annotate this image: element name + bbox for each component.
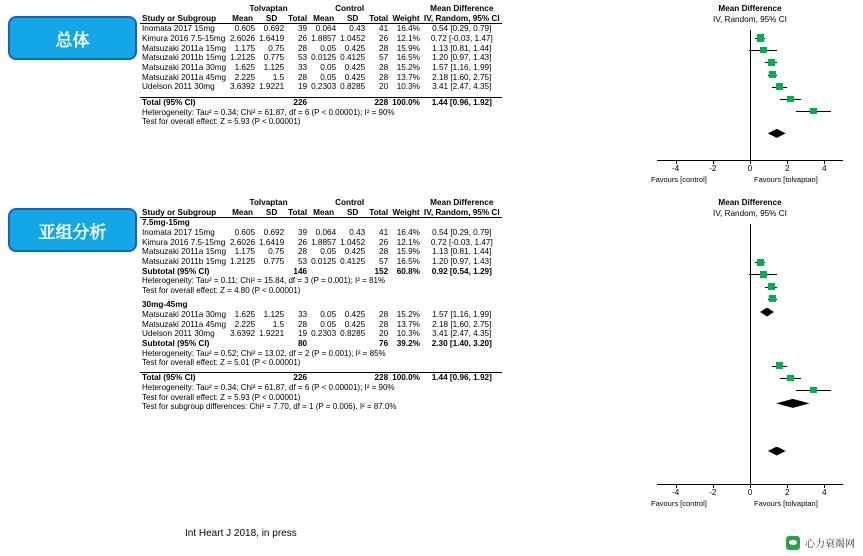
cell-md: 1.13 [0.81, 1.44] (432, 43, 492, 53)
note-text: Heterogeneity: Tau² = 0.34; Chi² = 61.87, df = 6 (P < 0.00001); I² = 90% (142, 107, 395, 117)
group-header-row (140, 4, 502, 14)
wechat-brand-label: 心力衰竭网 (805, 539, 855, 550)
cell-md: 2.18 [1.60, 2.75] (432, 319, 492, 329)
subgroup-label: 30mg-45mg (142, 300, 188, 310)
cell-c-mean: 0.0125 (311, 257, 337, 267)
cell-t-total: 28 (297, 72, 308, 82)
cell-t-mean: 1.175 (234, 247, 256, 257)
effect-marker (757, 34, 764, 41)
graph-title: Mean Difference (718, 198, 782, 207)
table-row (140, 73, 502, 83)
column-header-row (140, 208, 502, 218)
figure-caption: Int Heart J 2018, in press (185, 528, 297, 539)
cell-t-mean: 1.625 (234, 309, 256, 319)
cell-md: 2.18 [1.60, 2.75] (432, 72, 492, 82)
summary-diamond (776, 399, 809, 408)
cell-study: Kimura 2016 7.5-15mg (142, 237, 226, 247)
cell-weight: 16.5% (396, 53, 420, 63)
x-tick-label: -2 (709, 164, 717, 173)
col-t-total: Total (288, 207, 308, 217)
cell (228, 373, 257, 383)
group-header-row (140, 198, 502, 208)
cell-md: 1.57 [1.16, 1.99] (432, 63, 492, 73)
cell-weight: 13.7% (396, 319, 420, 329)
graph-subtitle: IV, Random, 95% CI (713, 209, 787, 218)
cell-total-md: 2.30 [1.40, 3.20] (431, 338, 492, 348)
table-row (140, 24, 502, 34)
x-tick-label: 4 (822, 488, 827, 497)
favours-tolvaptan-label: Favours [tolvaptan] (754, 499, 818, 508)
cell-t-mean: 2.6026 (230, 237, 256, 247)
cell-total-t: 226 (286, 373, 309, 383)
cell-c-total: 28 (379, 43, 389, 53)
cell-t-total: 53 (297, 53, 308, 63)
cell-study: Matsuzaki 2011b 15mg (142, 257, 227, 267)
cell-t-total: 19 (297, 329, 308, 339)
cell-c-sd: 0.8285 (340, 82, 366, 92)
cell-t-mean: 2.225 (234, 72, 256, 82)
cell-c-mean: 0.05 (320, 309, 337, 319)
cell-t-total: 28 (297, 247, 308, 257)
effect-marker (768, 283, 775, 290)
cell-weight: 10.3% (396, 329, 420, 339)
cell-total-c: 228 (367, 98, 390, 108)
cell-c-sd: 0.43 (349, 228, 366, 238)
cell-c-mean: 0.064 (315, 24, 337, 34)
cell-c-total: 28 (379, 63, 389, 73)
cell-md: 1.20 [0.97, 1.43] (432, 257, 492, 267)
table-row (140, 247, 502, 257)
cell-t-mean: 0.605 (234, 228, 256, 238)
summary-diamond (768, 129, 786, 138)
cell-c-total: 41 (379, 24, 389, 34)
cell-c-total: 57 (379, 53, 389, 63)
favours-tolvaptan-label: Favours [tolvaptan] (754, 175, 818, 184)
cell-c-total: 26 (379, 34, 389, 44)
cell-c-total: 28 (379, 309, 389, 319)
x-tick-label: -4 (672, 164, 680, 173)
cell-c-total: 28 (379, 319, 389, 329)
table-note-row (140, 358, 502, 367)
cell-t-mean: 1.175 (234, 43, 256, 53)
cell (338, 98, 367, 108)
cell-c-sd: 0.425 (344, 72, 366, 82)
cell-t-sd: 0.692 (263, 228, 285, 238)
cell-c-sd: 0.4125 (340, 53, 366, 63)
cell-md: 1.13 [0.81, 1.44] (432, 247, 492, 257)
group-header-tolvaptan: Tolvaptan (249, 4, 288, 13)
cell-study: Udelson 2011 30mg (142, 82, 215, 92)
cell-total-weight: 100.0% (392, 98, 420, 108)
group-header-control: Control (335, 198, 365, 207)
effect-marker (776, 83, 783, 90)
table-note-row (140, 402, 502, 411)
note-text: Test for overall effect: Z = 5.01 (P < 0.00001) (142, 358, 301, 368)
cell-study: Kimura 2016 7.5-15mg (142, 34, 226, 44)
col-weight: Weight (390, 14, 422, 24)
cell-weight: 13.7% (396, 72, 420, 82)
effect-marker (760, 271, 767, 278)
cell (309, 267, 338, 277)
effect-marker (787, 96, 794, 103)
cell-total-c: 152 (374, 266, 389, 276)
cell-t-mean: 2.6026 (230, 34, 256, 44)
cell-c-sd: 0.425 (344, 319, 366, 329)
cell-c-total: 26 (379, 237, 389, 247)
cell-md: 0.54 [0.29, 0.79] (432, 24, 492, 34)
table-note-row (140, 349, 502, 358)
effect-marker (760, 47, 767, 54)
x-tick-label: 2 (784, 488, 790, 497)
effect-marker (769, 295, 776, 302)
cell-c-mean: 1.8857 (311, 34, 337, 44)
cell (338, 339, 367, 349)
cell-total-t: 80 (297, 338, 308, 348)
column-header-row (140, 14, 502, 24)
cell-c-mean: 0.05 (320, 319, 337, 329)
cell-c-mean: 0.05 (320, 63, 337, 73)
cell-c-sd: 0.425 (344, 63, 366, 73)
cell-md: 0.54 [0.29, 0.79] (432, 228, 492, 238)
cell-study: Matsuzaki 2011a 45mg (142, 72, 227, 82)
table-row (140, 44, 502, 54)
badge-subgroup-label: 亚组分析 (38, 222, 107, 242)
cell-study: Matsuzaki 2011b 15mg (142, 53, 227, 63)
cell-total-md: 0.92 [0.54, 1.29] (431, 266, 492, 276)
table-row (140, 257, 502, 267)
cell-t-total: 28 (297, 319, 308, 329)
cell-t-sd: 1.125 (263, 63, 285, 73)
note-text: Test for overall effect: Z = 5.93 (P < 0.00001) (142, 392, 301, 402)
cell-weight: 16.4% (396, 24, 420, 34)
note-text: Heterogeneity: Tau² = 0.11; Chi² = 15.84, df = 3 (P = 0.001); I² = 81% (142, 276, 386, 286)
col-study: Study or Subgroup (140, 208, 228, 218)
cell-t-sd: 0.775 (263, 53, 285, 63)
cell-c-total: 28 (379, 247, 389, 257)
graph-title: Mean Difference (718, 4, 782, 13)
favours-control-label: Favours [control] (651, 499, 707, 508)
summary-diamond (760, 308, 774, 317)
table-total-row (140, 267, 502, 277)
cell-total-t: 146 (293, 266, 308, 276)
null-line (750, 224, 751, 484)
cell-t-mean: 1.2125 (230, 53, 256, 63)
cell-weight: 16.5% (396, 257, 420, 267)
meta-table (140, 198, 502, 411)
cell-c-total: 28 (379, 72, 389, 82)
cell-md: 3.41 [2.47, 4.35] (432, 82, 492, 92)
note-text: Test for overall effect: Z = 4.80 (P < 0.00001) (142, 285, 301, 295)
cell-total-label: Total (95% CI) (140, 98, 228, 108)
cell-c-sd: 0.4125 (340, 257, 366, 267)
cell-total-md: 1.44 [0.96, 1.92] (422, 373, 502, 383)
cell-md: 1.20 [0.97, 1.43] (432, 53, 492, 63)
note-text: Test for overall effect: Z = 5.93 (P < 0.00001) (142, 117, 301, 127)
cell-t-sd: 1.6419 (259, 34, 285, 44)
cell-t-total: 26 (297, 34, 308, 44)
cell-t-sd: 1.5 (272, 72, 285, 82)
cell-t-total: 28 (297, 43, 308, 53)
col-t-mean: Mean (228, 14, 257, 24)
cell-study: Inomata 2017 15mg (142, 228, 215, 238)
table-note-row (140, 286, 502, 295)
cell-total-weight: 60.8% (396, 266, 420, 276)
effect-marker (787, 375, 794, 382)
cell-t-sd: 1.5 (272, 319, 285, 329)
cell-c-sd: 0.8285 (340, 329, 366, 339)
cell-t-sd: 0.75 (268, 43, 285, 53)
effect-marker (768, 59, 775, 66)
x-tick-label: 0 (747, 164, 753, 173)
cell-t-sd: 0.692 (263, 24, 285, 34)
cell-t-total: 19 (297, 82, 308, 92)
cell-c-mean: 0.05 (320, 247, 337, 257)
forest-graph-subgroup (645, 198, 855, 508)
table-note-row (140, 108, 502, 117)
cell-c-sd: 1.0452 (340, 237, 366, 247)
cell (228, 339, 257, 349)
cell-total-md: 1.44 [0.96, 1.92] (422, 98, 502, 108)
cell-t-mean: 0.605 (234, 24, 256, 34)
x-tick-label: 2 (784, 164, 790, 173)
subgroup-label: 7.5mg-15mg (142, 218, 190, 228)
cell-study: Matsuzaki 2011a 15mg (142, 43, 227, 53)
cell-study: Inomata 2017 15mg (142, 24, 215, 34)
cell-md: 1.57 [1.16, 1.99] (432, 309, 492, 319)
x-tick-label: 0 (747, 488, 753, 497)
table-note-row (140, 276, 502, 285)
cell-md: 0.72 [-0.03, 1.47] (430, 237, 493, 247)
cell-weight: 15.9% (396, 247, 420, 257)
cell (257, 339, 286, 349)
cell-md: 0.72 [-0.03, 1.47] (430, 34, 493, 44)
cell (257, 98, 286, 108)
col-c-mean: Mean (309, 208, 338, 218)
cell-total-weight: 100.0% (392, 373, 420, 383)
group-header-md: Mean Difference (430, 4, 494, 13)
subgroup-label-row (140, 300, 502, 310)
x-tick-label: -4 (672, 488, 680, 497)
cell (228, 267, 257, 277)
cell-t-sd: 1.9221 (259, 82, 285, 92)
cell-weight: 15.2% (396, 309, 420, 319)
cell-t-mean: 1.2125 (230, 257, 256, 267)
cell-t-mean: 3.6392 (230, 329, 256, 339)
cell-weight: 12.1% (396, 237, 420, 247)
cell-t-total: 53 (297, 257, 308, 267)
cell-c-mean: 0.05 (320, 43, 337, 53)
table-row (140, 34, 502, 44)
cell (309, 373, 338, 383)
effect-marker (776, 362, 783, 369)
cell-total-weight: 39.2% (396, 338, 420, 348)
graph-subtitle: IV, Random, 95% CI (713, 15, 787, 24)
cell-total-c: 228 (367, 373, 390, 383)
table-total-row (140, 339, 502, 349)
cell-c-sd: 0.425 (344, 309, 366, 319)
cell-total-t: 226 (286, 98, 309, 108)
cell-t-total: 39 (297, 228, 308, 238)
col-c-mean: Mean (309, 14, 338, 24)
col-t-sd: SD (257, 208, 286, 218)
cell-study: Matsuzaki 2011a 30mg (142, 309, 227, 319)
cell-c-mean: 0.05 (320, 72, 337, 82)
col-c-sd: SD (338, 14, 367, 24)
cell-c-total: 20 (379, 82, 389, 92)
cell-t-sd: 0.75 (268, 247, 285, 257)
cell-total-c: 76 (379, 338, 389, 348)
table-row (140, 53, 502, 63)
forest-graph-overall (645, 4, 855, 189)
cell (338, 267, 367, 277)
cell-t-mean: 3.6392 (230, 82, 256, 92)
col-c-sd: SD (338, 208, 367, 218)
table-row (140, 238, 502, 248)
cell-md: 3.41 [2.47, 4.35] (432, 329, 492, 339)
badge-subgroup (8, 208, 137, 252)
col-md: IV, Random, 95% CI (423, 207, 500, 217)
group-header-control: Control (335, 4, 365, 13)
cell-t-sd: 0.775 (263, 257, 285, 267)
cell-t-mean: 2.225 (234, 319, 256, 329)
cell-c-mean: 0.0125 (311, 53, 337, 63)
table-row (140, 320, 502, 330)
cell-c-total: 20 (379, 329, 389, 339)
cell (228, 98, 257, 108)
table-row (140, 63, 502, 73)
cell-weight: 12.1% (396, 34, 420, 44)
forest-table-subgroup (140, 198, 502, 411)
badge-overall (8, 16, 137, 60)
cell-weight: 10.3% (396, 82, 420, 92)
effect-marker (810, 387, 816, 393)
forest-table-overall (140, 4, 502, 127)
cell-t-total: 33 (297, 63, 308, 73)
col-t-sd: SD (257, 14, 286, 24)
cell-weight: 16.4% (396, 228, 420, 238)
table-total-row (140, 373, 502, 383)
group-header-tolvaptan: Tolvaptan (249, 198, 288, 207)
cell-t-sd: 1.6419 (259, 237, 285, 247)
cell-c-sd: 1.0452 (340, 34, 366, 44)
table-note-row (140, 393, 502, 402)
table-note-row (140, 383, 502, 392)
group-header-md: Mean Difference (430, 198, 494, 207)
cell-total-label: Subtotal (95% CI) (142, 338, 210, 348)
cell-c-sd: 0.43 (349, 24, 366, 34)
cell-c-total: 57 (379, 257, 389, 267)
cell-c-total: 41 (379, 228, 389, 238)
badge-overall-label: 总体 (55, 30, 90, 50)
wechat-icon (786, 536, 800, 550)
cell-c-mean: 0.2303 (311, 329, 337, 339)
table-total-row (140, 98, 502, 108)
note-text: Heterogeneity: Tau² = 0.52; Chi² = 13.02, df = 2 (P = 0.001); I² = 85% (142, 348, 386, 358)
subgroup-label-row (140, 218, 502, 228)
note-text: Heterogeneity: Tau² = 0.34; Chi² = 61.87, df = 6 (P < 0.00001); I² = 90% (142, 383, 395, 393)
table-note-row (140, 117, 502, 126)
cell-c-mean: 0.064 (315, 228, 337, 238)
cell-total-label: Subtotal (95% CI) (142, 266, 210, 276)
effect-marker (757, 259, 764, 266)
wechat-brand (786, 535, 855, 550)
cell-weight: 15.2% (396, 63, 420, 73)
cell-study: Matsuzaki 2011a 45mg (142, 319, 227, 329)
cell (257, 373, 286, 383)
cell-weight: 15.9% (396, 43, 420, 53)
meta-table (140, 4, 502, 127)
cell (338, 373, 367, 383)
x-tick-label: -2 (709, 488, 717, 497)
cell-c-mean: 1.8857 (311, 237, 337, 247)
effect-marker (810, 108, 816, 114)
cell-c-sd: 0.425 (344, 43, 366, 53)
effect-marker (769, 71, 776, 78)
table-row (140, 329, 502, 339)
col-study: Study or Subgroup (140, 14, 228, 24)
note-text: Test for subgroup differences: Chi² = 7.70, df = 1 (P = 0.006), I² = 87.0% (142, 402, 397, 412)
table-row (140, 310, 502, 320)
cell-t-total: 26 (297, 237, 308, 247)
cell-t-sd: 1.9221 (259, 329, 285, 339)
favours-control-label: Favours [control] (651, 175, 707, 184)
x-tick-label: 4 (822, 164, 827, 173)
col-c-total: Total (369, 13, 389, 23)
col-t-total: Total (288, 13, 308, 23)
cell-t-mean: 1.625 (234, 63, 256, 73)
cell-t-sd: 1.125 (263, 309, 285, 319)
cell-total-label: Total (95% CI) (140, 373, 228, 383)
cell-c-mean: 0.2303 (311, 82, 337, 92)
cell-study: Matsuzaki 2011a 30mg (142, 63, 227, 73)
cell (309, 98, 338, 108)
table-row (140, 82, 502, 92)
summary-diamond (768, 447, 786, 456)
col-t-mean: Mean (228, 208, 257, 218)
col-md: IV, Random, 95% CI (423, 13, 500, 23)
cell-c-sd: 0.425 (344, 247, 366, 257)
col-weight: Weight (390, 208, 422, 218)
cell-t-total: 33 (297, 309, 308, 319)
cell (309, 339, 338, 349)
cell-study: Udelson 2011 30mg (142, 329, 215, 339)
table-row (140, 228, 502, 238)
col-c-total: Total (369, 207, 389, 217)
cell-t-total: 39 (297, 24, 308, 34)
cell (257, 267, 286, 277)
cell-study: Matsuzaki 2011a 15mg (142, 247, 227, 257)
